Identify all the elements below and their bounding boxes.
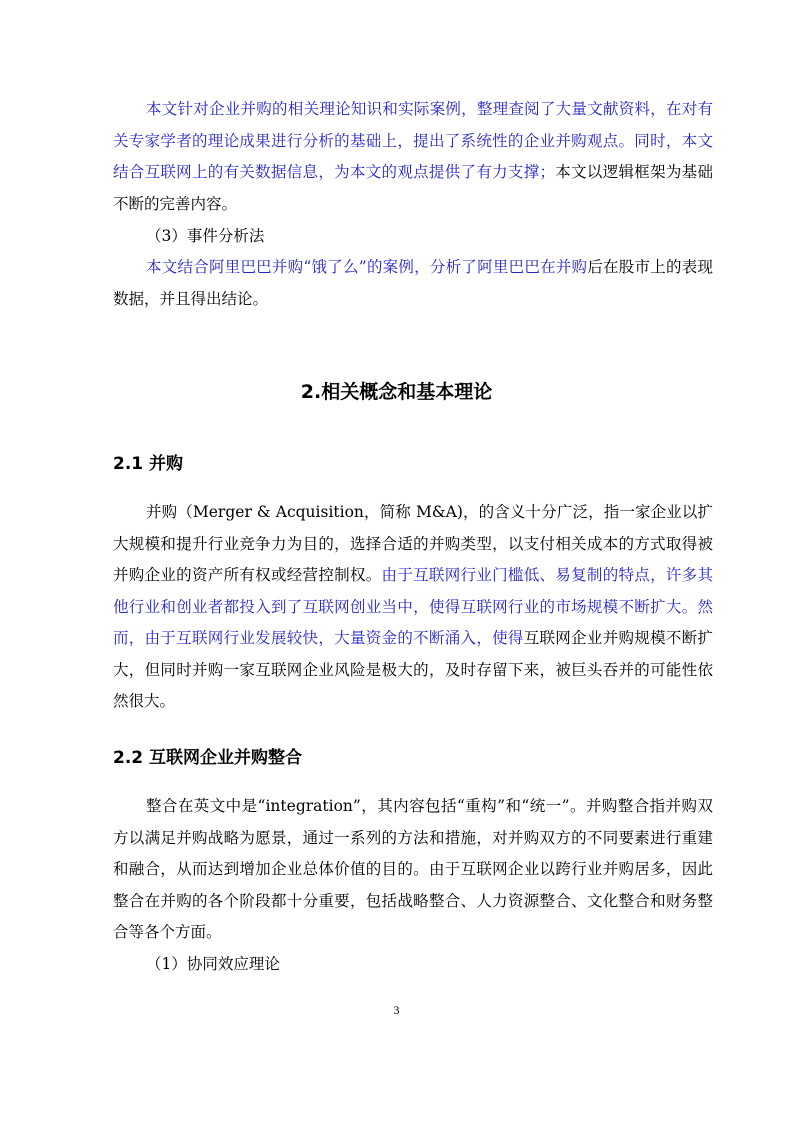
paragraph-blue-text: 由于互联网行业门槛低、易复制的特点，许多其他行业和创业者都投入到了互联网创业当中，使得互联网行业的市场规模不断扩大。然而，由于互联网行业发展较快，大量资金的不断涌入，使得 <box>113 566 713 647</box>
chapter-heading: 2.相关概念和基本理论 <box>300 381 493 403</box>
section-heading-2-1: 2.1 并购 <box>113 454 184 474</box>
list-item-synergy-theory: （1）协同效应理论 <box>146 955 280 973</box>
paragraph-blue-text: 本文结合阿里巴巴并购“饿了么”的案例，分析了阿里巴巴在并购 <box>146 258 588 276</box>
paragraph-black-text: 互联网企业并购规模不断扩大，但同时并购一家互联网企业风险是极大的，及时存留下来，被巨头吞并的可能性依然很大。 <box>113 629 713 710</box>
paragraph-literature-method <box>113 94 713 220</box>
paragraph-black-text: 本文以逻辑框架为基础不断的完善内容。 <box>113 163 713 213</box>
paragraph-event-analysis <box>113 252 713 315</box>
paragraph-black-text: 并购（Merger & Acquisition，简称 M&A)，的含义十分广泛，指一家企业以扩大规模和提升行业竞争力为目的，选择合适的并购类型，以支付相关成本的方式取得被并购企业的资产所有权或经营控制权。 <box>113 503 713 584</box>
paragraph-merger-definition <box>113 497 713 718</box>
paragraph-integration: 整合在英文中是“integration”，其内容包括“重构”和“统一”。并购整合指并购双方以满足并购战略为愿景，通过一系列的方法和措施，对并购双方的不同要素进行重建和融合，从而达到增加企业总体价值的目的。由于互联网企业以跨行业并购居多，因此整合在并购的各个阶段都十分重要，包括战略整合、人力资源整合、文化整合和财务整合等各个方面。 <box>113 797 713 941</box>
list-item-event-analysis: （3）事件分析法 <box>146 227 265 245</box>
section-heading-2-2: 2.2 互联网企业并购整合 <box>113 748 303 768</box>
page-number: 3 <box>393 1003 400 1017</box>
paragraph-blue-text: 本文针对企业并购的相关理论知识和实际案例，整理查阅了大量文献资料，在对有关专家学者的理论成果进行分析的基础上，提出了系统性的企业并购观点。同时，本文结合互联网上的有关数据信息，为本文的观点提供了有力支撑； <box>113 100 713 181</box>
paragraph-black-text: 后在股市上的表现数据，并且得出结论。 <box>113 258 713 308</box>
